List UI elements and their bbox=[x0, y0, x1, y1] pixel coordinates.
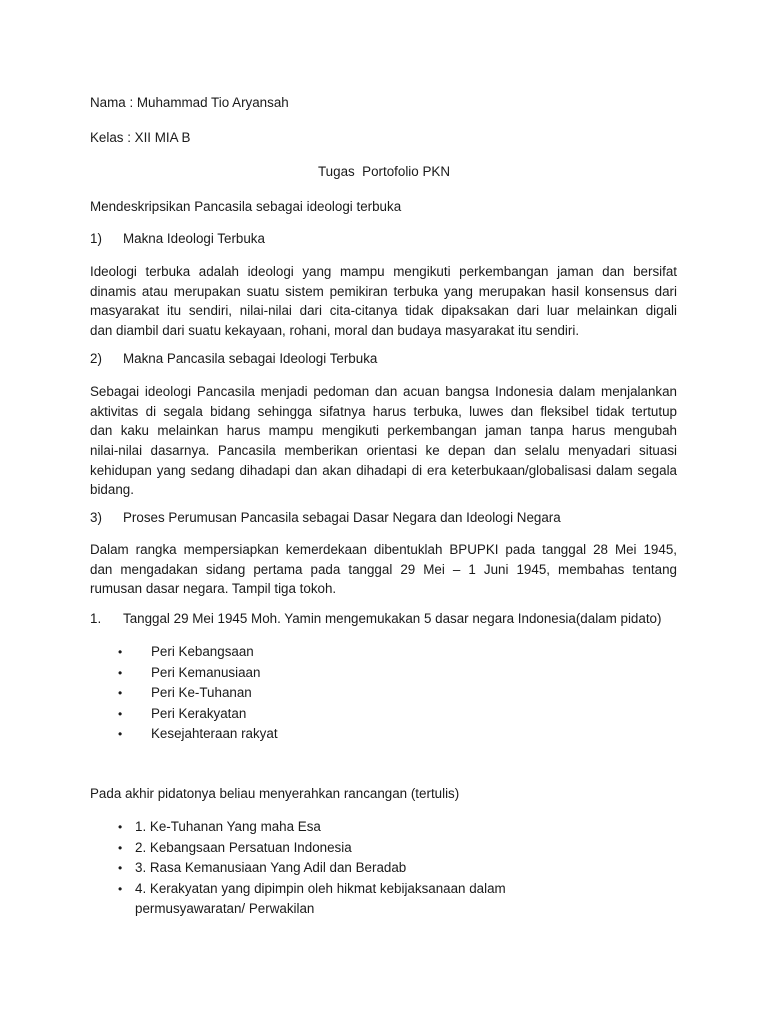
list-item-text: Peri Kebangsaan bbox=[151, 644, 254, 659]
paragraph-line: dan diambil dari suatu kekayaan, rohani, moral dan budaya masyarakat itu sendiri. bbox=[90, 323, 580, 339]
list-item-text: Peri Ke-Tuhanan bbox=[151, 685, 252, 700]
bullet-icon: • bbox=[118, 861, 123, 875]
paragraph-line: dan mengadakan sidang pertama pada tanggal 29 Mei – 1 Juni 1945, membahas tentang bbox=[90, 561, 677, 577]
paragraph-line: aktivitas di segala bidang sehingga sifatnya harus terbuka, luwes dan fleksibel tidak tertutup bbox=[90, 403, 677, 419]
list-item bbox=[118, 683, 278, 704]
bullet-icon: • bbox=[118, 727, 123, 741]
list-item-text: 1. Ke-Tuhanan Yang maha Esa bbox=[135, 819, 321, 834]
yamin-points-list bbox=[118, 642, 278, 745]
list-item-text: 2. Kebangsaan Persatuan Indonesia bbox=[135, 839, 352, 855]
paragraph-line: masyarakat itu sendiri, nilai-nilai dari cita-citanya tidak dipaksakan dari luar melainkan digali bbox=[90, 303, 677, 319]
list-item-text: Peri Kerakyatan bbox=[151, 705, 247, 721]
paragraph-line: Sebagai ideologi Pancasila menjadi pedoman dan acuan bangsa Indonesia dalam menjalankan bbox=[90, 384, 677, 399]
intro-heading: Mendeskripsikan Pancasila sebagai ideologi terbuka bbox=[90, 199, 402, 214]
section-3-heading bbox=[90, 508, 561, 528]
draft-points-list bbox=[118, 817, 506, 919]
list-item bbox=[118, 838, 506, 859]
document-title: Tugas Portofolio PKN bbox=[318, 164, 450, 179]
paragraph-line: dinamis atau merupakan suatu sistem pemikiran terbuka yang merupakan hasil konsensus dari bbox=[90, 283, 677, 299]
item-1-number: 1. bbox=[90, 611, 102, 626]
section-1-heading bbox=[90, 229, 265, 249]
paragraph-line: rumusan dasar negara. Tampil tiga tokoh. bbox=[90, 581, 337, 597]
section-3-number: 3) bbox=[90, 510, 102, 525]
bullet-icon: • bbox=[118, 820, 123, 834]
section-2-paragraph bbox=[90, 382, 677, 500]
student-class: Kelas : XII MIA B bbox=[90, 130, 191, 145]
list-item-continuation: permusyawaratan/ Perwakilan bbox=[135, 901, 315, 916]
bullet-icon: • bbox=[118, 706, 123, 721]
item-1-text: Tanggal 29 Mei 1945 Moh. Yamin mengemukakan 5 dasar negara Indonesia(dalam pidato) bbox=[123, 611, 662, 626]
section-1-paragraph bbox=[90, 262, 677, 341]
section-2-heading bbox=[90, 349, 377, 369]
list-item-text: 4. Kerakyatan yang dipimpin oleh hikmat kebijaksanaan dalam bbox=[135, 880, 506, 896]
list-item bbox=[118, 642, 278, 663]
closing-text: Pada akhir pidatonya beliau menyerahkan rancangan (tertulis) bbox=[90, 786, 460, 801]
bullet-icon: • bbox=[118, 686, 123, 700]
paragraph-line: kehidupan yang sedang dihadapi dan akan dihadapi di era keterbukaan/globalisasi dalam segala bbox=[90, 462, 677, 478]
bullet-icon: • bbox=[118, 645, 123, 659]
paragraph-line: dan kaku melainkan harus mampu mengikuti perkembangan jaman tanpa harus mengubah bbox=[90, 423, 677, 439]
student-name: Nama : Muhammad Tio Aryansah bbox=[90, 95, 289, 110]
list-item bbox=[118, 704, 278, 725]
list-item bbox=[118, 858, 506, 879]
section-1-number: 1) bbox=[90, 231, 102, 246]
bullet-icon: • bbox=[118, 881, 123, 896]
list-item-text: Peri Kemanusiaan bbox=[151, 664, 261, 680]
list-item bbox=[118, 879, 506, 919]
paragraph-line: nilai-nilai dasarnya. Pancasila memberikan orientasi ke depan dan selalu menyadari situasi bbox=[90, 443, 677, 459]
paragraph-line: Dalam rangka mempersiapkan kemerdekaan dibentuklah BPUPKI pada tanggal 28 Mei 1945, bbox=[90, 542, 677, 557]
section-1-title: Makna Ideologi Terbuka bbox=[123, 231, 265, 246]
paragraph-line: bidang. bbox=[90, 482, 134, 498]
list-item bbox=[118, 817, 506, 838]
bullet-icon: • bbox=[118, 840, 123, 855]
numbered-item-1 bbox=[90, 609, 661, 629]
list-item-text: 3. Rasa Kemanusiaan Yang Adil dan Beradab bbox=[135, 860, 407, 875]
list-item bbox=[118, 724, 278, 745]
section-2-title: Makna Pancasila sebagai Ideologi Terbuka bbox=[123, 351, 378, 366]
section-3-title: Proses Perumusan Pancasila sebagai Dasar Negara dan Ideologi Negara bbox=[123, 510, 561, 525]
paragraph-line: Ideologi terbuka adalah ideologi yang mampu mengikuti perkembangan jaman dan bersifat bbox=[90, 264, 677, 279]
list-item bbox=[118, 663, 278, 684]
section-3-paragraph bbox=[90, 540, 677, 599]
section-2-number: 2) bbox=[90, 351, 102, 366]
list-item-text: Kesejahteraan rakyat bbox=[151, 726, 278, 741]
bullet-icon: • bbox=[118, 665, 123, 680]
